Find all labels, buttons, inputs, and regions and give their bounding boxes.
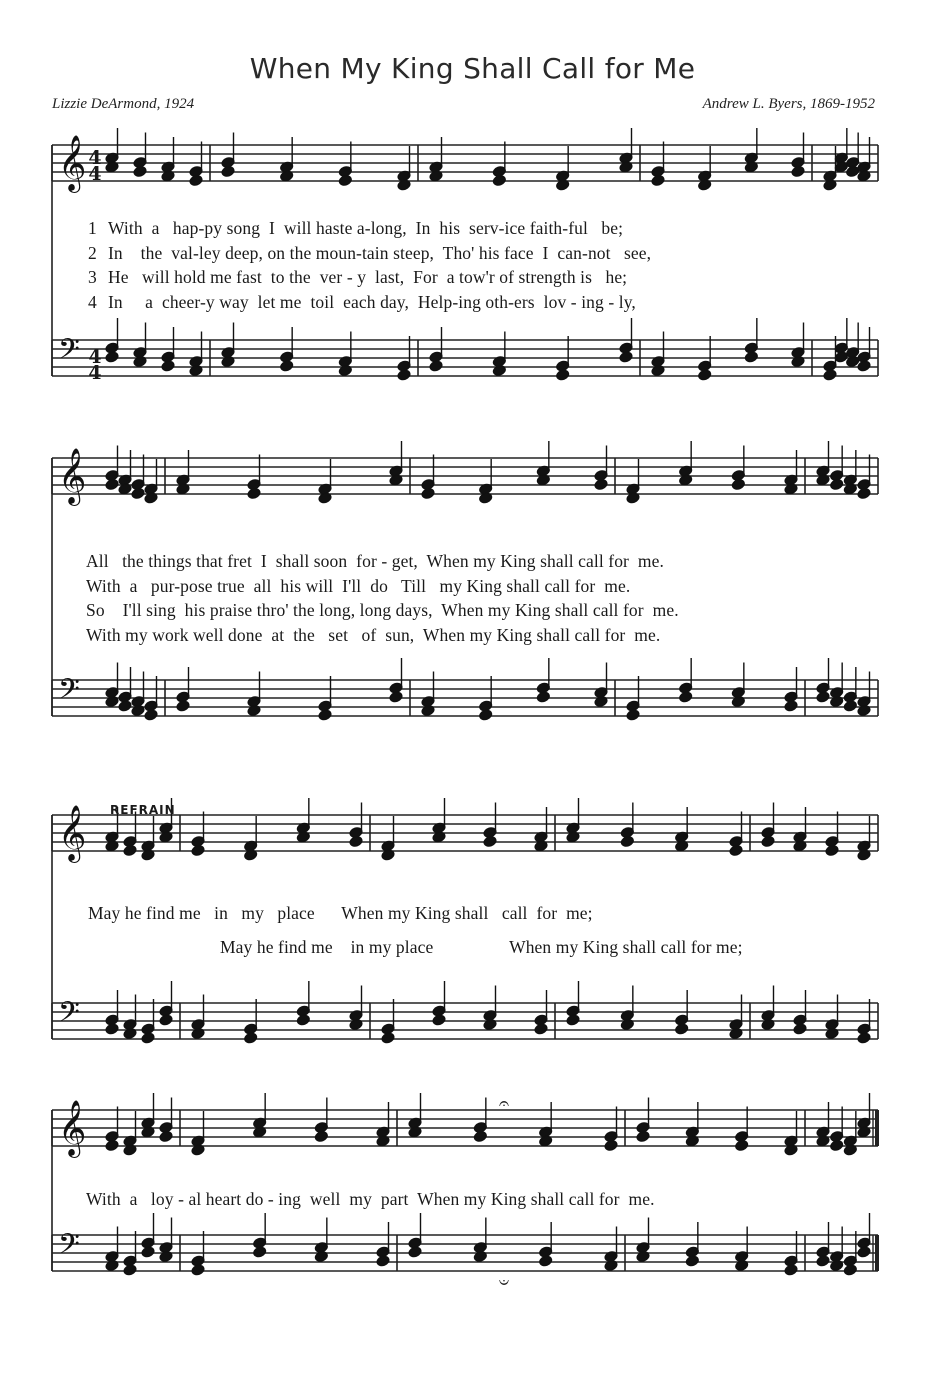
- note-head: [279, 360, 294, 373]
- note-head: [349, 835, 364, 848]
- note-head: [159, 1014, 174, 1027]
- note-head: [636, 1130, 651, 1143]
- time-signature-top: 4: [88, 346, 102, 368]
- note-head: [829, 1259, 844, 1272]
- note-head: [823, 369, 838, 382]
- note-head: [761, 1018, 776, 1031]
- note-head: [697, 369, 712, 382]
- note-head: [144, 709, 159, 722]
- treble-clef-icon: 𝄞: [58, 1100, 87, 1156]
- note-head: [729, 1027, 744, 1040]
- note-head: [389, 691, 404, 704]
- note-head: [131, 704, 146, 717]
- note-head: [483, 835, 498, 848]
- note-head: [191, 844, 206, 857]
- verse-text: In the val-ley deep, on the moun-tain steep, Tho' his face I can-not see,: [108, 243, 652, 263]
- note-head: [857, 1032, 872, 1045]
- note-head: [141, 1032, 156, 1045]
- note-head: [594, 478, 609, 491]
- note-head: [626, 709, 641, 722]
- note-head: [432, 1014, 447, 1027]
- note-head: [105, 1259, 120, 1272]
- note-head: [793, 1023, 808, 1036]
- note-head: [243, 1032, 258, 1045]
- final-lyric: With a loy - al heart do - ing well my part When my King shall call for me.: [86, 1189, 655, 1209]
- verse-line-1: [88, 218, 623, 239]
- note-head: [131, 487, 146, 500]
- verse-line-3b: So I'll sing his praise thro' the long, long days, When my King shall call for me.: [86, 600, 679, 620]
- note-head: [408, 1246, 423, 1259]
- bass-clef-icon: 𝄢: [58, 996, 80, 1036]
- note-head: [761, 835, 776, 848]
- note-head: [133, 165, 148, 178]
- note-head: [221, 165, 236, 178]
- note-head: [829, 478, 844, 491]
- verse-number: 4: [88, 292, 97, 312]
- verse-line-2b: With a pur-pose true all his will I'll do Till my King shall call for me.: [86, 576, 631, 596]
- note-head: [857, 487, 872, 500]
- note-head: [825, 1027, 840, 1040]
- note-head: [421, 487, 436, 500]
- verse-number: 1: [88, 218, 97, 238]
- note-head: [685, 1255, 700, 1268]
- note-head: [731, 695, 746, 708]
- note-head: [247, 704, 262, 717]
- note-head: [189, 174, 204, 187]
- note-head: [784, 700, 799, 713]
- note-head: [141, 1246, 156, 1259]
- note-head: [636, 1250, 651, 1263]
- note-head: [252, 1246, 267, 1259]
- note-head: [816, 691, 831, 704]
- note-head: [731, 478, 746, 491]
- time-signature-bottom: 4: [88, 163, 102, 185]
- note-head: [397, 369, 412, 382]
- note-head: [105, 1023, 120, 1036]
- verse-number: 2: [88, 243, 97, 263]
- note-head: [857, 704, 872, 717]
- refrain-echo-lyric: May he find me in my place When my King shall call for me;: [220, 937, 743, 957]
- note-head: [620, 835, 635, 848]
- note-head: [349, 1018, 364, 1031]
- note-head: [118, 700, 133, 713]
- note-head: [744, 351, 759, 364]
- note-head: [133, 355, 148, 368]
- note-head: [338, 364, 353, 377]
- note-head: [651, 364, 666, 377]
- note-head: [318, 709, 333, 722]
- bass-clef-icon: 𝄢: [58, 1228, 80, 1268]
- refrain-label: REFRAIN: [110, 803, 176, 817]
- note-head: [843, 700, 858, 713]
- verse-line-2: [88, 243, 651, 264]
- verse-text: In a cheer-y way let me toil each day, Help-ing oth-ers lov - ing - ly,: [108, 292, 636, 312]
- note-head: [678, 691, 693, 704]
- time-signature-bottom: 4: [88, 362, 102, 384]
- note-head: [555, 369, 570, 382]
- note-head: [538, 1255, 553, 1268]
- fermata-icon: 𝄐: [499, 1093, 510, 1113]
- note-head: [734, 1139, 749, 1152]
- verse-line-4b: With my work well done at the set of sun, When my King shall call for me.: [86, 625, 661, 645]
- composer-credit: Andrew L. Byers, 1869-1952: [702, 96, 875, 112]
- note-head: [159, 1130, 174, 1143]
- note-head: [221, 355, 236, 368]
- note-head: [651, 174, 666, 187]
- note-head: [105, 695, 120, 708]
- bass-clef-icon: 𝄢: [58, 333, 80, 373]
- note-head: [105, 351, 120, 364]
- note-head: [729, 844, 744, 857]
- note-head: [536, 691, 551, 704]
- note-head: [604, 1259, 619, 1272]
- note-head: [429, 360, 444, 373]
- note-head: [314, 1130, 329, 1143]
- note-head: [825, 844, 840, 857]
- note-head: [784, 1264, 799, 1277]
- verse-number: 3: [88, 267, 97, 287]
- note-head: [594, 695, 609, 708]
- verse-text: He will hold me fast to the ver - y last, For a tow'r of strength is he;: [108, 267, 628, 287]
- note-head: [566, 1014, 581, 1027]
- note-head: [123, 1027, 138, 1040]
- treble-clef-icon: 𝄞: [58, 135, 87, 191]
- note-head: [421, 704, 436, 717]
- note-head: [857, 1246, 872, 1259]
- note-head: [247, 487, 262, 500]
- verse-text: With a hap-py song I will haste a-long, In his serv-ice faith-ful be;: [108, 218, 624, 238]
- note-head: [473, 1250, 488, 1263]
- note-head: [338, 174, 353, 187]
- note-head: [191, 1264, 206, 1277]
- page-title: When My King Shall Call for Me: [249, 52, 696, 85]
- lyricist-credit: Lizzie DeArmond, 1924: [52, 96, 195, 112]
- note-head: [381, 1032, 396, 1045]
- note-head: [620, 1018, 635, 1031]
- note-head: [105, 478, 120, 491]
- note-head: [619, 351, 634, 364]
- note-head: [492, 364, 507, 377]
- time-signature-treble: [86, 147, 104, 185]
- note-head: [483, 1018, 498, 1031]
- note-head: [478, 709, 493, 722]
- note-head: [791, 355, 806, 368]
- treble-clef-icon: 𝄞: [58, 805, 87, 861]
- note-head: [674, 1023, 689, 1036]
- note-head: [176, 700, 191, 713]
- bass-clef-icon: 𝄢: [58, 673, 80, 713]
- note-head: [473, 1130, 488, 1143]
- note-head: [296, 1014, 311, 1027]
- note-head: [105, 1139, 120, 1152]
- verse-line-3: [88, 267, 627, 288]
- note-head: [191, 1027, 206, 1040]
- note-head: [189, 364, 204, 377]
- note-head: [734, 1259, 749, 1272]
- treble-clef-icon: 𝄞: [58, 448, 87, 504]
- note-head: [376, 1255, 391, 1268]
- note-head: [123, 844, 138, 857]
- refrain-lyric: May he find me in my place When my King shall call for me;: [88, 903, 593, 923]
- verse-line-4: [88, 292, 636, 313]
- note-head: [829, 1139, 844, 1152]
- note-head: [843, 1264, 858, 1277]
- time-signature-bass: [86, 346, 104, 384]
- note-head: [829, 695, 844, 708]
- note-head: [492, 174, 507, 187]
- verse-line-1b: All the things that fret I shall soon for - get, When my King shall call for me.: [86, 551, 664, 571]
- fermata-icon: 𝄐: [499, 1273, 510, 1293]
- time-signature-top: 4: [88, 147, 102, 169]
- note-head: [604, 1139, 619, 1152]
- note-head: [159, 1250, 174, 1263]
- note-head: [314, 1250, 329, 1263]
- note-head: [791, 165, 806, 178]
- note-head: [161, 360, 176, 373]
- note-head: [534, 1023, 549, 1036]
- note-head: [123, 1264, 138, 1277]
- note-head: [816, 1255, 831, 1268]
